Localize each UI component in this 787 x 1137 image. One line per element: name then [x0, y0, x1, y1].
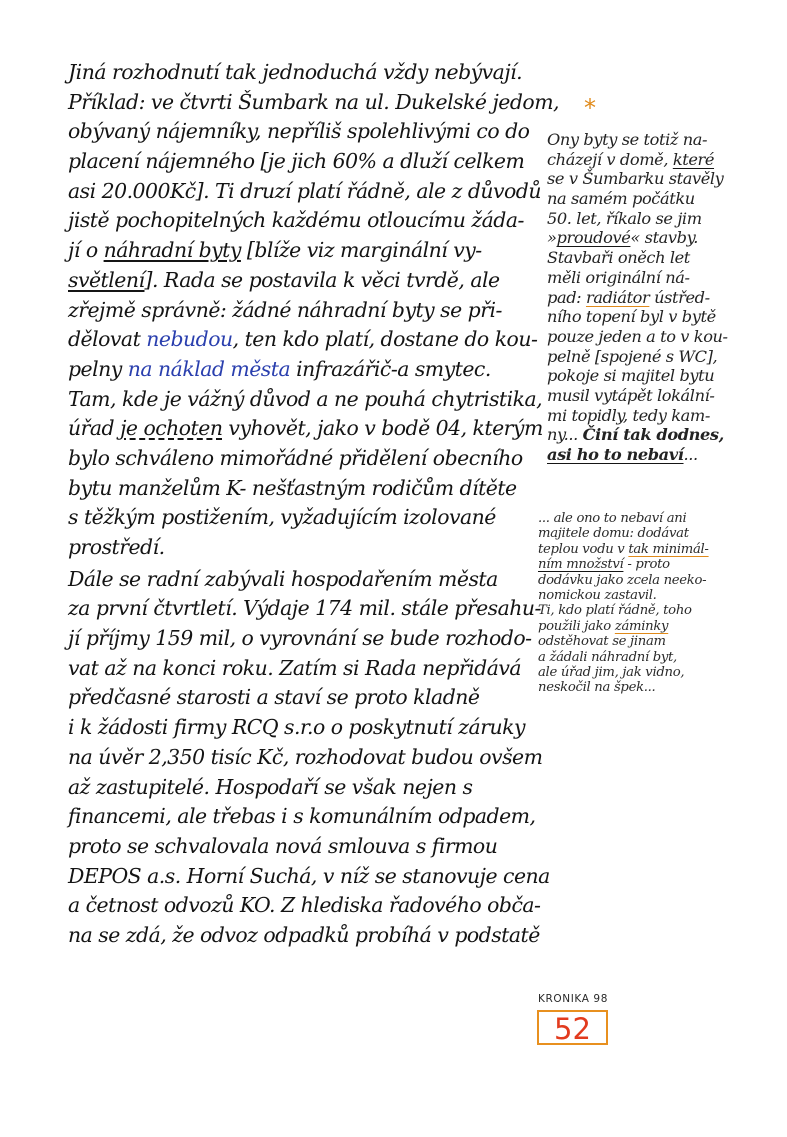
text-segment: ústřed-: [649, 287, 710, 307]
text-line: [68, 654, 538, 684]
text-segment: asi 20.000Kč]. Ti druzí platí řádně, ale z důvodů: [68, 178, 541, 203]
text-segment: na samém počátku: [547, 189, 695, 209]
text-line: [68, 743, 543, 773]
text-segment: pouze jeden a to v kou-: [547, 326, 728, 346]
text-segment: 50. let, říkalo se jim: [547, 208, 702, 228]
text-segment: majitele domu: dodávat: [538, 526, 689, 542]
text-segment: Příklad: ve čtvrti Šumbark na ul. Dukelské jedom,: [68, 89, 560, 114]
emphasized-text: které: [672, 149, 715, 169]
text-line: [68, 594, 541, 624]
text-segment: zřejmě správně: žádné náhradní byty se při-: [68, 297, 502, 322]
note-small-line: [538, 665, 768, 680]
text-segment: i k žádosti firmy RCQ s.r.o o poskytnutí záruky: [68, 715, 525, 740]
text-line: [68, 236, 538, 266]
text-segment: ního topení byl v bytě: [547, 307, 716, 327]
text-line: [68, 296, 538, 326]
chronicle-label: KRONIKA 98: [538, 993, 608, 1005]
text-line: [68, 266, 538, 296]
note-small-line: [538, 511, 768, 526]
text-segment: jistě pochopitelných každému otloucímu žáda-: [68, 208, 524, 233]
text-line: [68, 683, 538, 713]
text-segment: jí o: [68, 238, 104, 263]
text-segment: obývaný nájemníky, nepříliš spolehlivými co do: [68, 119, 530, 144]
note-line: [547, 288, 769, 308]
text-segment: úřad: [68, 416, 121, 441]
text-segment: pokoje si majitel bytu: [547, 366, 715, 386]
page-number-box: [537, 1010, 608, 1045]
text-segment: , ten kdo platí, dostane do kou-: [232, 327, 538, 352]
text-segment: neskočil na špek...: [538, 680, 656, 696]
emphasized-text: asi ho to nebaví: [547, 445, 684, 464]
text-segment: se v Šumbarku stavěly: [547, 169, 724, 189]
text-line: [68, 832, 538, 862]
note-small-line: [538, 650, 768, 665]
text-line: [68, 444, 538, 474]
emphasized-text: na náklad města: [127, 356, 291, 381]
emphasized-text: Činí tak dodnes,: [582, 425, 724, 445]
text-segment: dělovat: [68, 327, 147, 352]
note-small-line: [538, 542, 768, 557]
text-line: [68, 147, 538, 177]
text-line: [68, 921, 538, 951]
text-line: [68, 58, 538, 88]
note-line: [547, 268, 769, 288]
emphasized-text: tak minimál-: [628, 541, 709, 557]
note-line: [547, 209, 769, 229]
text-segment: na úvěr 2,350 tisíc Kč, rozhodovat budou ovšem: [68, 744, 543, 769]
text-segment: prostředí.: [68, 535, 165, 559]
text-line: [68, 474, 538, 504]
note-small-line: [538, 588, 768, 603]
text-segment: pelny: [68, 356, 128, 381]
note-line: [547, 248, 769, 268]
text-segment: jí příjmy 159 mil, o vyrovnání se bude rozhodo-: [68, 626, 532, 651]
main-handwritten-text: [68, 58, 560, 951]
emphasized-text: náhradní byty: [103, 238, 241, 263]
note-small-line: [538, 619, 768, 634]
text-line: [68, 325, 538, 355]
emphasized-text: záminky: [614, 618, 669, 634]
text-segment: musil vytápět lokální-: [547, 385, 715, 405]
note-line: [547, 327, 769, 347]
text-segment: ... ale ono to nebaví ani: [538, 511, 687, 526]
note-small-line: [538, 557, 768, 572]
text-line: [68, 414, 543, 444]
text-line: [68, 177, 541, 207]
note-line: [547, 169, 769, 189]
text-line: [68, 88, 560, 118]
text-segment: použili jako: [538, 618, 615, 634]
note-small-line: [538, 634, 768, 649]
text-segment: Ti, kdo platí řádně, toho: [538, 603, 692, 619]
text-segment: Jiná rozhodnutí tak jednoduchá vždy nebývají.: [68, 60, 523, 84]
text-segment: bytu manželům K- nešťastným rodičům dítěte: [68, 475, 517, 500]
text-segment: bylo schváleno mimořádné přidělení obecního: [68, 445, 523, 470]
text-segment: na se zdá, že odvoz odpadků probíhá v podstatě: [68, 922, 540, 947]
note-line: [547, 425, 769, 445]
text-segment: mi topidly, tedy kam-: [547, 405, 710, 425]
emphasized-text: ním množství: [538, 557, 624, 573]
text-segment: ]. Rada se postavila k věci tvrdě, ale: [144, 267, 500, 292]
note-line: [547, 228, 769, 248]
text-segment: předčasné starosti a staví se proto kladně: [68, 685, 480, 710]
text-segment: »: [547, 228, 557, 248]
text-segment: Stavbaři oněch let: [547, 248, 690, 268]
text-segment: dodávku jako zcela neeko-: [538, 572, 707, 588]
text-line: [68, 206, 538, 236]
text-segment: vyhovět, jako v bodě 04, kterým: [222, 416, 543, 441]
note-small-line: [538, 526, 768, 541]
text-segment: odstěhovat se jinam: [538, 634, 666, 650]
text-line: [68, 565, 538, 595]
emphasized-text: proudové: [556, 228, 631, 248]
text-line: [68, 385, 543, 415]
text-line: [68, 624, 538, 654]
text-segment: DEPOS a.s. Horní Suchá, v níž se stanovuje cena: [68, 863, 550, 888]
text-segment: a žádali náhradní byt,: [538, 649, 677, 665]
text-segment: - proto: [623, 557, 670, 573]
text-segment: placení nájemného [je jich 60% a dluží celkem: [68, 149, 525, 174]
emphasized-text: radiátor: [585, 287, 650, 307]
note-small-line: [538, 603, 768, 618]
note-line: [547, 347, 769, 367]
text-segment: Ony byty se totiž na-: [547, 130, 708, 149]
text-segment: a četnost odvozů KO. Z hlediska řadového obča-: [68, 893, 541, 918]
text-line: [68, 773, 538, 803]
text-line: [68, 503, 538, 533]
text-segment: ...: [683, 445, 698, 464]
emphasized-text: je ochoten: [120, 416, 223, 441]
text-line: [68, 802, 538, 832]
text-segment: « stavby.: [630, 228, 698, 248]
note-line: [547, 366, 769, 386]
text-segment: pad:: [547, 287, 586, 307]
text-line: [68, 713, 538, 743]
text-line: [68, 891, 541, 921]
marginal-explanation-note: [547, 130, 769, 465]
text-segment: teplou vodu v: [538, 541, 629, 557]
text-segment: financemi, ale třebas i s komunálním odpadem,: [68, 804, 536, 829]
text-line: [68, 355, 538, 385]
text-segment: [blíže viz marginální vy-: [240, 238, 482, 263]
text-segment: nomickou zastavil.: [538, 587, 657, 603]
note-small-line: [538, 573, 768, 588]
note-line: [547, 445, 769, 465]
text-segment: ny...: [547, 425, 583, 445]
emphasized-text: světlení: [68, 267, 145, 292]
text-segment: ale úřad jim, jak vidno,: [538, 664, 685, 680]
text-segment: infrazářič-a smytec.: [290, 356, 491, 381]
note-small-line: [538, 680, 768, 695]
text-segment: Dále se radní zabývali hospodařením města: [68, 566, 498, 591]
text-segment: až zastupitelé. Hospodaří se však nejen s: [68, 774, 473, 799]
text-line: [68, 862, 550, 892]
text-line: [68, 533, 538, 563]
note-line: [547, 150, 769, 170]
note-line: [547, 406, 769, 426]
note-line: [547, 189, 769, 209]
text-segment: pelně [spojené s WC],: [547, 346, 718, 366]
text-segment: proto se schvalovala nová smlouva s firmou: [68, 833, 498, 858]
note-line: [547, 307, 769, 327]
text-segment: Tam, kde je vážný důvod a ne pouhá chytristika,: [68, 386, 543, 411]
asterisk-mark: *: [584, 94, 596, 122]
marginal-small-note: [538, 511, 768, 696]
text-line: [68, 117, 538, 147]
text-segment: vat až na konci roku. Zatím si Rada nepřidává: [68, 655, 522, 680]
text-segment: cházejí v domě,: [547, 149, 673, 169]
note-line: [547, 130, 769, 150]
text-segment: za první čtvrtletí. Výdaje 174 mil. stále přesahu-: [68, 596, 541, 621]
text-segment: s těžkým postižením, vyžadujícím izolované: [68, 505, 496, 530]
emphasized-text: nebudou: [146, 327, 233, 352]
note-line: [547, 386, 769, 406]
page-number: 52: [554, 1012, 591, 1046]
text-segment: měli originální ná-: [547, 267, 690, 287]
